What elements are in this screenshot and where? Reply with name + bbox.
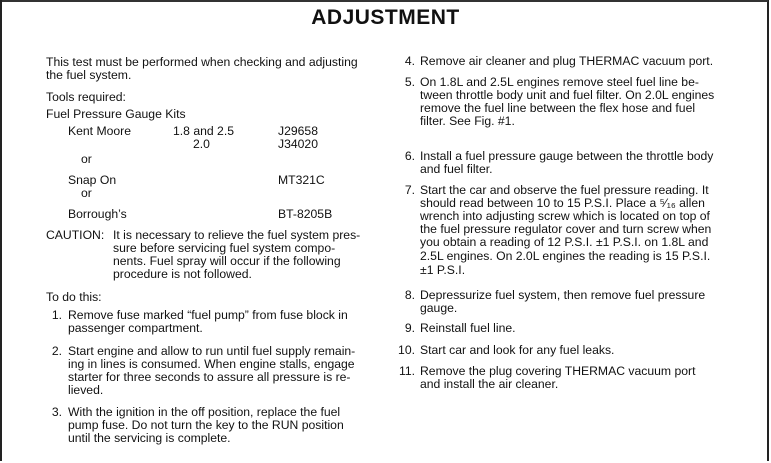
step-number: 8. <box>404 288 415 302</box>
step-number: 4. <box>404 54 415 68</box>
or-separator: or <box>81 186 92 200</box>
tool-brand-kent-moore: Kent Moore <box>68 124 132 138</box>
step-number: 6. <box>404 149 415 163</box>
step-number: 5. <box>404 75 415 89</box>
tools-required-label: Tools required: <box>46 90 126 104</box>
step-line: filter. See Fig. #1. <box>420 114 515 128</box>
step-line: ing in lines is consumed. When engine stalls, engage <box>68 357 355 371</box>
page-title: ADJUSTMENT <box>311 6 460 29</box>
caution-line: sure before servicing fuel system compo- <box>113 241 336 255</box>
step-line: the fuel pressure regulator cover and turn screw when <box>420 222 712 236</box>
top-border <box>2 0 768 2</box>
step-line: tween throttle body unit and fuel filter. On 2.0L engines <box>420 88 715 102</box>
caution-line: nents. Fuel spray will occur if the following <box>113 254 341 268</box>
step-line: until the servicing is complete. <box>68 431 231 445</box>
tool-part-number: J34020 <box>278 137 318 151</box>
tool-part-number: J29658 <box>278 124 318 138</box>
intro-line-2: the fuel system. <box>46 68 132 82</box>
tool-brand-snap-on: Snap On <box>68 173 117 187</box>
step-number: 2. <box>51 344 62 358</box>
caution-line: procedure is not followed. <box>113 267 252 281</box>
step-line: wrench into adjusting screw which is located on top of <box>420 209 710 223</box>
step-number: 3. <box>51 405 62 419</box>
kits-heading: Fuel Pressure Gauge Kits <box>46 107 186 121</box>
caution-label: CAUTION: <box>46 228 105 242</box>
step-number: 9. <box>404 321 415 335</box>
step-number: 1. <box>51 308 62 322</box>
todo-label: To do this: <box>46 290 102 304</box>
step-line: starter for three seconds to assure all pressure is re- <box>68 370 351 384</box>
tool-part-number: BT-8205B <box>278 207 333 221</box>
step-line: and install the air cleaner. <box>420 377 559 391</box>
step-line: should read between 10 to 15 P.S.I. Place a ⁵⁄₁₆ allen <box>420 196 705 210</box>
tool-size: 2.0 <box>193 137 210 151</box>
step-number: 7. <box>404 183 415 197</box>
step-line: 2.5L engines. On 2.0L engines the reading is 15 P.S.I. <box>420 249 711 263</box>
step-line: remove the fuel line between the flex hose and fuel <box>420 101 696 115</box>
tool-part-number: MT321C <box>278 173 325 187</box>
step-line: gauge. <box>420 301 458 315</box>
step-line: Remove fuse marked “fuel pump” from fuse block in <box>68 308 348 322</box>
tool-brand-borroughs: Borrough’s <box>68 207 127 221</box>
step-line: and fuel filter. <box>420 162 493 176</box>
step-line: Start engine and allow to run until fuel supply remain- <box>68 344 356 358</box>
caution-line: It is necessary to relieve the fuel system pres- <box>113 228 361 242</box>
step-line: Start the car and observe the fuel pressure reading. It <box>420 183 709 197</box>
step-line: On 1.8L and 2.5L engines remove steel fuel line be- <box>420 75 699 89</box>
step-line: Reinstall fuel line. <box>420 321 516 335</box>
step-line: lieved. <box>68 383 104 397</box>
step-line: pump fuse. Do not turn the key to the RUN position <box>68 418 344 432</box>
step-line: passenger compartment. <box>68 321 203 335</box>
step-line: you obtain a reading of 12 P.S.I. ±1 P.S.I. on 1.8L and <box>420 235 709 249</box>
step-line: Start car and look for any fuel leaks. <box>420 343 615 357</box>
or-separator: or <box>81 152 92 166</box>
step-number: 10. <box>398 343 415 357</box>
step-line: Depressurize fuel system, then remove fuel pressure <box>420 288 706 302</box>
step-line: With the ignition in the off position, replace the fuel <box>68 405 341 419</box>
step-line: Remove the plug covering THERMAC vacuum port <box>420 364 696 378</box>
step-line: ±1 P.S.I. <box>420 263 466 277</box>
tool-size: 1.8 and 2.5 <box>173 124 234 138</box>
step-line: Install a fuel pressure gauge between the throttle body <box>420 149 714 163</box>
step-line: Remove air cleaner and plug THERMAC vacuum port. <box>420 54 714 68</box>
intro-line-1: This test must be performed when checking and adjusting <box>46 55 358 69</box>
step-number: 11. <box>398 364 415 378</box>
